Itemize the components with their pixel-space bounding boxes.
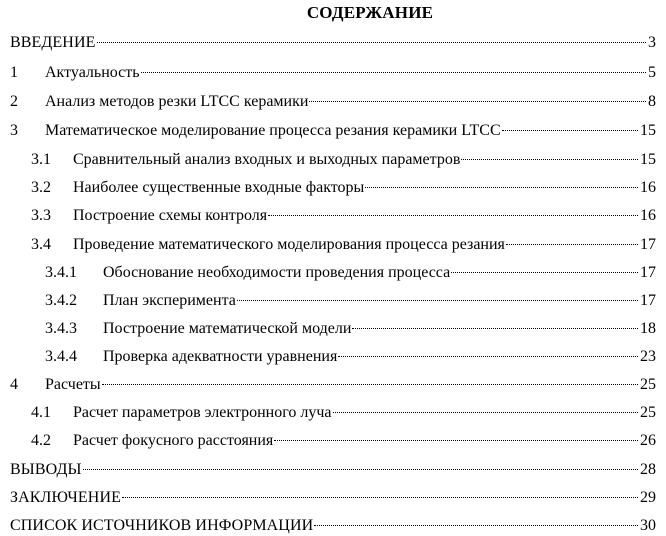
toc-entry-number: 3.4 [31, 236, 51, 253]
toc-leader-dots [502, 115, 638, 135]
toc-entry-title: Построение схемы контроля [73, 207, 268, 224]
toc-entry-title: Проверка адекватности уравнения [103, 348, 338, 365]
toc-leader-dots [237, 285, 638, 305]
toc-entry-title: ВВЕДЕНИЕ [10, 34, 96, 51]
toc-entry-page: 30 [640, 517, 656, 534]
toc-leader-dots [333, 397, 639, 417]
toc-entry-number: 4.2 [31, 432, 51, 449]
toc-entry-number: 3.3 [31, 207, 51, 224]
toc-leader-dots [83, 454, 638, 474]
toc-leader-dots [274, 425, 638, 445]
toc-entry-page: 8 [648, 93, 656, 110]
toc-entry-number: 3 [10, 122, 18, 139]
toc-title: СОДЕРЖАНИЕ [306, 3, 434, 22]
toc-entry[interactable] [10, 510, 656, 534]
toc-entry[interactable] [31, 229, 656, 253]
toc-leader-dots [352, 313, 638, 333]
toc-entry-page: 15 [640, 151, 656, 168]
toc-entry-number: 2 [10, 93, 18, 110]
toc-entry-title: Анализ методов резки LTCC керамики [45, 93, 309, 110]
toc-entry-title: Обоснование необходимости проведения процесса [103, 264, 451, 281]
toc-entry[interactable] [31, 200, 656, 224]
toc-entry-number: 3.4.3 [45, 320, 77, 337]
toc-leader-dots [506, 229, 638, 249]
toc-leader-dots [314, 510, 638, 530]
toc-leader-dots [451, 257, 638, 277]
toc-entry-page: 23 [640, 348, 656, 365]
toc-entry-title: План эксперимента [103, 292, 236, 309]
toc-entry-title: Расчеты [45, 376, 101, 393]
toc-entry-number: 3.2 [31, 179, 51, 196]
toc-leader-dots [122, 482, 638, 502]
toc-entry[interactable] [10, 57, 656, 81]
toc-entry-page: 17 [640, 264, 656, 281]
toc-leader-dots [268, 200, 638, 220]
toc-entry-page: 29 [640, 489, 656, 506]
toc-entry[interactable] [45, 313, 656, 337]
toc-entry-number: 3.4.2 [45, 292, 77, 309]
toc-leader-dots [141, 57, 646, 77]
toc-entry-title: ВЫВОДЫ [10, 461, 82, 478]
toc-entry-title: Построение математической модели [103, 320, 352, 337]
toc-entry-page: 28 [640, 461, 656, 478]
toc-entry-title: Расчет фокусного расстояния [73, 432, 274, 449]
toc-entry-page: 15 [640, 122, 656, 139]
toc-entry-page: 17 [640, 292, 656, 309]
toc-entry[interactable] [10, 27, 656, 51]
toc-entry[interactable] [45, 285, 656, 309]
toc-entry[interactable] [45, 257, 656, 281]
toc-entry-number: 3.1 [31, 151, 51, 168]
toc-entry-page: 18 [640, 320, 656, 337]
toc-entry[interactable] [10, 454, 656, 478]
toc-entry-title: Расчет параметров электронного луча [73, 404, 332, 421]
toc-entry-page: 16 [640, 179, 656, 196]
toc-entry-page: 16 [640, 207, 656, 224]
toc-entry-title: СПИСОК ИСТОЧНИКОВ ИНФОРМАЦИИ [10, 517, 314, 534]
toc-entry[interactable] [10, 86, 656, 110]
toc-leader-dots [365, 172, 638, 192]
toc-entry[interactable] [31, 172, 656, 196]
toc-entry-page: 26 [640, 432, 656, 449]
toc-entry[interactable] [10, 482, 656, 506]
toc-entry[interactable] [31, 397, 656, 421]
toc-leader-dots [338, 341, 638, 361]
toc-entry[interactable] [10, 115, 656, 139]
toc-entry-page: 17 [640, 236, 656, 253]
toc-entry[interactable] [31, 425, 656, 449]
toc-entry-number: 3.4.1 [45, 264, 77, 281]
toc-entry-title: Проведение математического моделирования процесса резания [73, 236, 505, 253]
toc-leader-dots [461, 144, 638, 164]
toc-entry-title: Математическое моделирование процесса резания керамики LTCC [45, 122, 501, 139]
toc-entry-title: Актуальность [45, 64, 140, 81]
toc-leader-dots [309, 86, 646, 106]
toc-entry[interactable] [31, 144, 656, 168]
toc-entry-title: Наиболее существенные входные факторы [73, 179, 365, 196]
toc-entry-number: 4 [10, 376, 18, 393]
toc-entry-number: 4.1 [31, 404, 51, 421]
toc-entry-page: 3 [648, 34, 656, 51]
toc-entry[interactable] [10, 369, 656, 393]
toc-leader-dots [97, 27, 647, 47]
toc-entry-page: 25 [640, 404, 656, 421]
toc-entry[interactable] [45, 341, 656, 365]
toc-entry-page: 25 [640, 376, 656, 393]
toc-entry-number: 1 [10, 64, 18, 81]
toc-entry-number: 3.4.4 [45, 348, 77, 365]
toc-entry-page: 5 [648, 64, 656, 81]
toc-entry-title: ЗАКЛЮЧЕНИЕ [10, 489, 121, 506]
toc-leader-dots [102, 369, 638, 389]
toc-entry-title: Сравнительный анализ входных и выходных параметров [73, 151, 461, 168]
